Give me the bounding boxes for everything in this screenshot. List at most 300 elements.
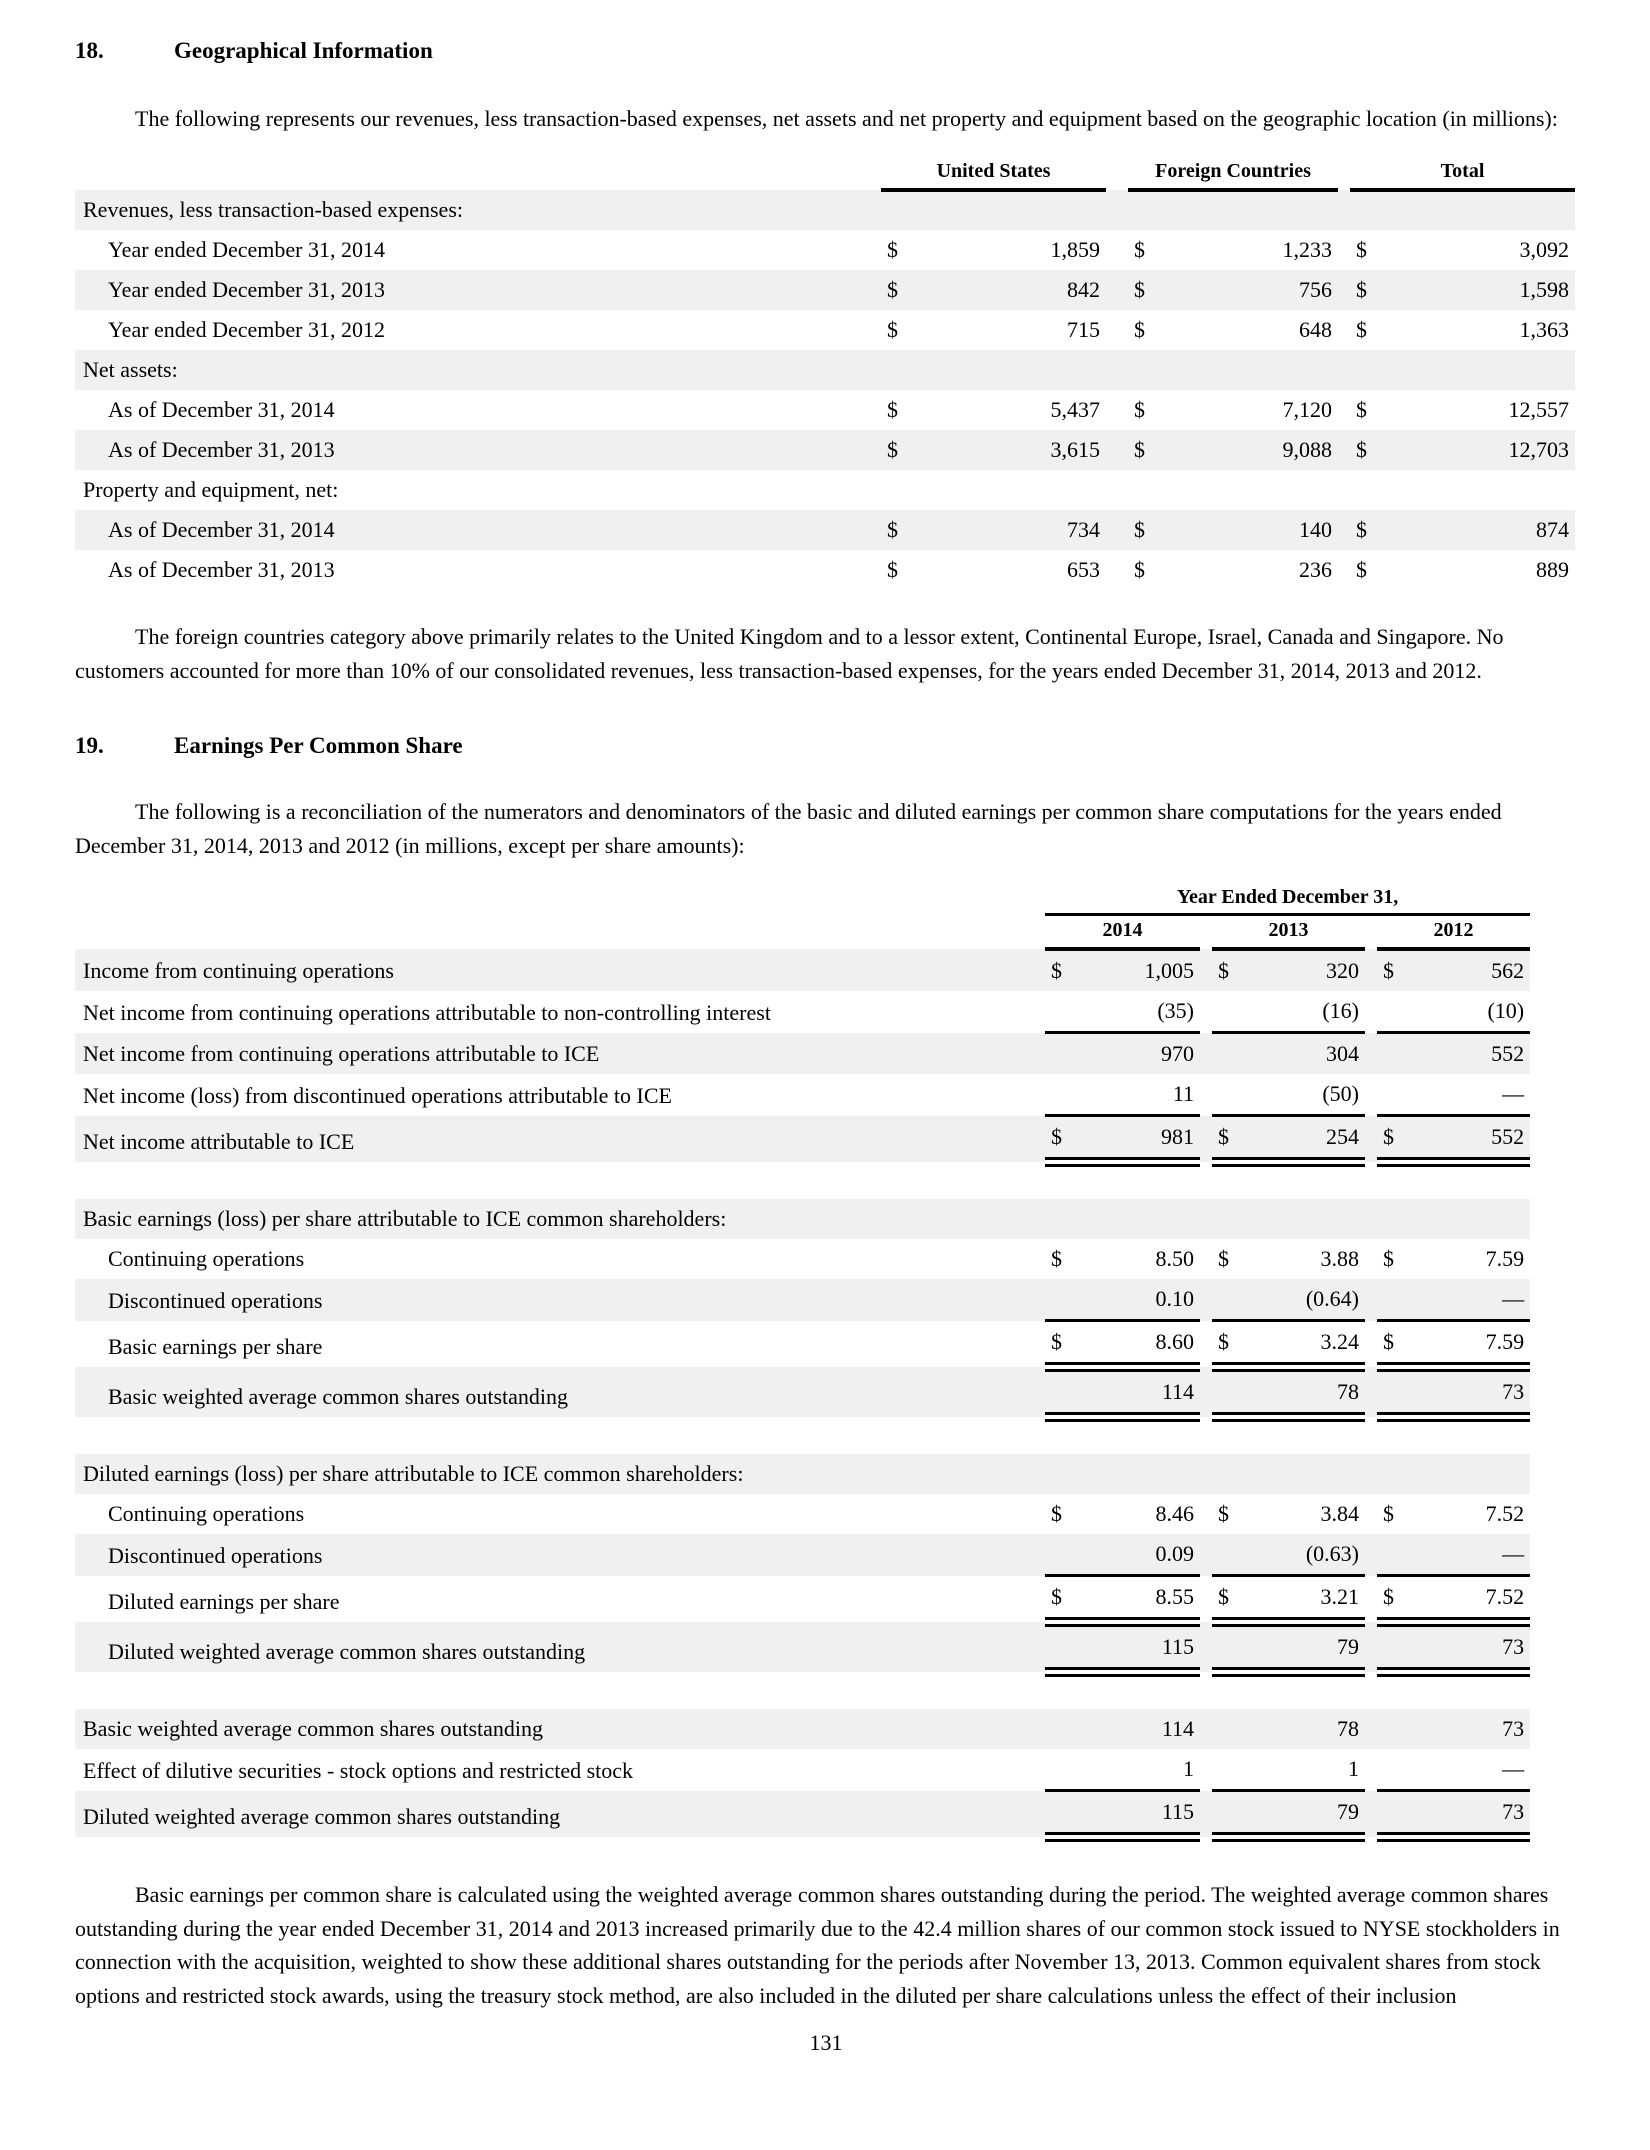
value-cell: (0.63) [1250,1534,1365,1576]
value-cell: 3.21 [1250,1576,1365,1623]
value-cell: 1,233 [1282,237,1333,263]
dollar-sign: $ [1356,317,1368,343]
value-cell: (35) [1083,991,1200,1033]
value-cell: 7,120 [1282,397,1333,423]
dollar-sign [1212,1199,1250,1239]
dollar-sign: $ [1383,1246,1394,1272]
dollar-sign: $ [887,317,898,343]
column-gap [1365,1116,1377,1163]
column-gap [1365,1576,1377,1623]
dollar-sign [1212,991,1250,1033]
column-gap [1365,949,1377,991]
column-gap [1338,230,1350,270]
value-cell: 114 [1083,1367,1200,1417]
value-cell: — [1415,1534,1530,1576]
row-label: Diluted weighted average common shares outstanding [108,1639,586,1665]
dollar-sign: $ [1383,1501,1394,1527]
row-label: Diluted earnings per share [108,1589,340,1615]
column-gap [1200,1116,1212,1163]
value-cell: 7.52 [1485,1501,1525,1527]
row-label: Revenues, less transaction-based expenses: [83,197,463,223]
table-spacer [75,1417,1530,1454]
row-label: Net income from continuing operations attributable to non-controlling interest [83,999,771,1025]
value-cell: 114 [1161,1716,1194,1742]
column-gap [1106,190,1128,230]
value-cell: 12,557 [1508,397,1570,423]
section-18-title: Geographical Information [174,38,433,63]
value-cell: 320 [1326,958,1359,984]
value-cell [1083,1454,1200,1494]
value-cell: 8.55 [1083,1576,1200,1623]
table-row [75,1279,1530,1321]
dollar-sign [881,350,921,390]
table-category-row [75,470,1575,510]
table-row [75,510,1575,550]
value-cell [1415,1454,1530,1494]
column-header-foreign-countries: Foreign Countries [1128,157,1338,190]
value-cell: 12,703 [1508,437,1570,463]
value-cell: 78 [1337,1716,1359,1742]
value-cell [921,470,1106,510]
column-gap [1200,991,1212,1033]
table-spacer [75,1162,1530,1199]
value-cell: 8.46 [1155,1501,1194,1527]
column-gap [1200,1791,1212,1838]
column-gap [1365,1791,1377,1838]
dollar-sign [1128,190,1168,230]
dollar-sign: $ [1377,1321,1415,1368]
value-cell: (16) [1250,991,1365,1033]
column-gap [1200,1279,1212,1321]
table-row [75,1622,1530,1672]
dollar-sign: $ [1045,1576,1083,1623]
row-label: Net income attributable to ICE [83,1129,355,1155]
dollar-sign [1045,1279,1083,1321]
dollar-sign [1128,470,1168,510]
closing-paragraph: Basic earnings per common share is calculated using the weighted average common shares outstanding during the period. The weighted average common shares outstanding during the year ended December 31, 2014 and 2013 increased primarily due to the 42.4 million shares of our common stock issued to NYSE stockholders in connection with the acquisition, weighted to show these additional shares outstanding for the periods after November 13, 2013. Common equivalent shares from stock options and restricted stock awards, using the treasury stock method, are also included in the diluted per share calculations unless the effect of their inclusion [75,1882,1560,2008]
dollar-sign [1350,350,1390,390]
section-19-number: 19. [75,733,104,759]
dollar-sign: $ [1218,1501,1229,1527]
column-gap [1365,1749,1377,1791]
row-label: Discontinued operations [108,1542,323,1568]
value-cell [1168,470,1338,510]
table-span-header-row [75,884,1530,915]
table-row [75,550,1575,590]
dollar-sign [1212,1709,1250,1749]
value-cell: 552 [1415,1116,1530,1163]
column-gap [1365,1454,1377,1494]
geographical-information-table [75,157,1575,590]
column-header-total: Total [1350,157,1575,190]
dollar-sign: $ [887,437,898,463]
dollar-sign: $ [1134,437,1146,463]
value-cell: 562 [1491,958,1525,984]
table-row [75,1576,1530,1623]
row-label: As of December 31, 2014 [108,517,335,543]
value-cell: 79 [1250,1622,1365,1672]
table-header-row [75,157,1575,190]
column-gap [1200,1239,1212,1279]
column-gap [1365,1494,1377,1534]
value-cell: 304 [1326,1041,1359,1067]
value-cell: 1,859 [1050,237,1101,263]
dollar-sign [1045,1749,1083,1791]
column-gap [1106,550,1128,590]
value-cell: 889 [1536,557,1570,583]
column-gap [1106,470,1128,510]
value-cell: 254 [1250,1116,1365,1163]
row-label: Net assets: [83,357,178,383]
table-row [75,1709,1530,1749]
value-cell: (0.64) [1250,1279,1365,1321]
row-label: Continuing operations [108,1246,305,1272]
dollar-sign: $ [887,397,898,423]
column-gap [1338,550,1350,590]
dollar-sign [1377,1791,1415,1838]
dollar-sign [1212,1074,1250,1116]
column-gap [1365,1709,1377,1749]
table-row [75,1321,1530,1368]
value-cell [1415,1199,1530,1239]
table-row [75,1116,1530,1163]
column-gap [1365,991,1377,1033]
value-cell [1168,350,1338,390]
value-cell: 1,363 [1519,317,1570,343]
dollar-sign [1350,190,1390,230]
dollar-sign [1350,470,1390,510]
span-header-year-ended: Year Ended December 31, [1045,884,1530,915]
column-gap [1338,157,1350,190]
table-row [75,1534,1530,1576]
value-cell: 648 [1299,317,1333,343]
column-gap [1106,430,1128,470]
value-cell: 715 [1067,317,1101,343]
row-label: Basic earnings (loss) per share attributable to ICE common shareholders: [83,1206,727,1232]
column-gap [1338,310,1350,350]
row-label: Year ended December 31, 2012 [108,317,385,343]
dollar-sign [1377,1367,1415,1417]
dollar-sign: $ [1212,1576,1250,1623]
earnings-per-share-table [75,884,1530,1842]
table-spacer-row [75,1672,1530,1709]
value-cell: 1 [1250,1749,1365,1791]
dollar-sign: $ [1356,517,1368,543]
table-spacer-row [75,1417,1530,1454]
value-cell: 3.88 [1320,1246,1359,1272]
dollar-sign [1045,1367,1083,1417]
dollar-sign: $ [1356,397,1368,423]
dollar-sign [1045,991,1083,1033]
dollar-sign [1212,1279,1250,1321]
value-cell: 73 [1415,1367,1530,1417]
table-category-row [75,350,1575,390]
dollar-sign [881,470,921,510]
dollar-sign: $ [1212,1321,1250,1368]
value-cell [1168,190,1338,230]
value-cell: 73 [1502,1716,1525,1742]
column-gap [1365,915,1377,950]
dollar-sign [1377,1033,1415,1075]
row-label: Net income from continuing operations attributable to ICE [83,1041,600,1067]
section-18-footnote: The foreign countries category above primarily relates to the United Kingdom and to a lessor extent, Continental Europe, Israel, Canada and Singapore. No customers accounted for more than 10% of our consolidated revenues, less transaction-based expenses, for the years ended December 31, 2014, 2013 and 2012. [75,624,1504,683]
row-label: Basic weighted average common shares outstanding [108,1384,569,1410]
column-gap [1200,1494,1212,1534]
dollar-sign [1377,1622,1415,1672]
dollar-sign [881,190,921,230]
dollar-sign [1045,1534,1083,1576]
row-label: Discontinued operations [108,1287,323,1313]
dollar-sign: $ [887,517,898,543]
column-gap [1200,1622,1212,1672]
row-label: Basic earnings per share [108,1334,323,1360]
section-18-intro: The following represents our revenues, less transaction-based expenses, net assets and net property and equipment based on the geographic location (in millions): [135,106,1558,131]
value-cell: 79 [1250,1791,1365,1838]
table-row [75,310,1575,350]
dollar-sign: $ [1356,557,1368,583]
section-18-heading [75,38,1577,64]
row-label: Net income (loss) from discontinued operations attributable to ICE [83,1082,672,1108]
page-number: 131 [809,2029,843,2055]
table-row [75,949,1530,991]
value-cell: 874 [1536,517,1570,543]
value-cell: 653 [1067,557,1101,583]
table-row [75,991,1530,1033]
dollar-sign: $ [1212,1116,1250,1163]
column-gap [1106,157,1128,190]
dollar-sign: $ [1051,1246,1062,1272]
table-row [75,1033,1530,1075]
dollar-sign: $ [1134,317,1146,343]
value-cell: 7.59 [1415,1321,1530,1368]
dollar-sign [1377,1534,1415,1576]
dollar-sign: $ [1377,1116,1415,1163]
value-cell [1390,470,1575,510]
column-gap [1365,1239,1377,1279]
column-gap [1200,1367,1212,1417]
value-cell: 115 [1083,1622,1200,1672]
dollar-sign [1045,1791,1083,1838]
dollar-sign [1377,1074,1415,1116]
value-cell: 842 [1067,277,1101,303]
dollar-sign [1212,1033,1250,1075]
value-cell: 756 [1299,277,1333,303]
table-row [75,1367,1530,1417]
column-gap [1365,1033,1377,1075]
table-row [75,390,1575,430]
value-cell: 9,088 [1282,437,1333,463]
row-label: Property and equipment, net: [83,477,339,503]
header-spacer [75,915,1045,950]
value-cell: 1,598 [1519,277,1570,303]
table-year-header-row [75,915,1530,950]
dollar-sign: $ [1134,557,1146,583]
value-cell: 3,615 [1050,437,1101,463]
value-cell: 552 [1491,1041,1525,1067]
value-cell [921,350,1106,390]
column-gap [1200,915,1212,950]
row-label: Continuing operations [108,1501,305,1527]
column-gap [1106,270,1128,310]
column-gap [1338,510,1350,550]
value-cell [921,190,1106,230]
column-gap [1338,430,1350,470]
column-gap [1365,1279,1377,1321]
column-header-2013: 2013 [1212,915,1365,950]
column-gap [1365,1367,1377,1417]
row-label: Income from continuing operations [83,958,394,984]
column-gap [1200,1576,1212,1623]
value-cell: 73 [1415,1622,1530,1672]
value-cell: — [1415,1279,1530,1321]
column-header-united-states: United States [881,157,1106,190]
column-gap [1106,230,1128,270]
section-19-title: Earnings Per Common Share [174,733,463,759]
dollar-sign: $ [1045,1321,1083,1368]
dollar-sign: $ [1356,437,1368,463]
dollar-sign: $ [1134,517,1146,543]
row-label: Basic weighted average common shares outstanding [83,1716,544,1742]
value-cell: (50) [1250,1074,1365,1116]
section-18-number: 18. [75,38,104,63]
column-gap [1365,1199,1377,1239]
column-gap [1106,510,1128,550]
column-gap [1200,1321,1212,1368]
table-row [75,1239,1530,1279]
dollar-sign [1128,350,1168,390]
value-cell: 3.24 [1250,1321,1365,1368]
column-gap [1338,350,1350,390]
header-spacer [75,157,881,190]
value-cell: (10) [1415,991,1530,1033]
dollar-sign: $ [1218,958,1229,984]
column-gap [1365,1622,1377,1672]
value-cell: 3.84 [1320,1501,1359,1527]
column-gap [1106,310,1128,350]
value-cell: 140 [1299,517,1333,543]
row-label: Diluted earnings (loss) per share attributable to ICE common shareholders: [83,1461,744,1487]
table-spacer [75,1672,1530,1709]
value-cell: — [1415,1749,1530,1791]
row-label: Year ended December 31, 2013 [108,277,385,303]
dollar-sign [1377,1199,1415,1239]
dollar-sign [1212,1534,1250,1576]
column-gap [1200,1709,1212,1749]
dollar-sign: $ [1383,958,1394,984]
value-cell: 7.52 [1415,1576,1530,1623]
row-label: As of December 31, 2013 [108,557,335,583]
row-label: Effect of dilutive securities - stock options and restricted stock [83,1757,634,1783]
value-cell: 236 [1299,557,1333,583]
dollar-sign [1045,1622,1083,1672]
value-cell [1390,350,1575,390]
column-gap [1365,1534,1377,1576]
value-cell: 3,092 [1519,237,1570,263]
dollar-sign: $ [1377,1576,1415,1623]
table-category-row [75,1454,1530,1494]
dollar-sign [1377,1709,1415,1749]
value-cell: 5,437 [1050,397,1101,423]
value-cell: 8.60 [1083,1321,1200,1368]
dollar-sign: $ [887,557,898,583]
value-cell: 970 [1161,1041,1194,1067]
row-label: Year ended December 31, 2014 [108,237,385,263]
table-category-row [75,190,1575,230]
dollar-sign [1377,991,1415,1033]
dollar-sign: $ [1134,397,1146,423]
dollar-sign: $ [1051,958,1062,984]
dollar-sign: $ [1051,1501,1062,1527]
header-spacer [75,884,1045,915]
dollar-sign [1212,1622,1250,1672]
column-gap [1200,1454,1212,1494]
dollar-sign [1045,1199,1083,1239]
dollar-sign [1377,1454,1415,1494]
row-label: As of December 31, 2013 [108,437,335,463]
value-cell: 8.50 [1155,1246,1194,1272]
value-cell [1250,1454,1365,1494]
row-label: Diluted weighted average common shares outstanding [83,1804,561,1830]
column-gap [1365,1321,1377,1368]
column-header-2014: 2014 [1045,915,1200,950]
column-gap [1200,1534,1212,1576]
value-cell [1250,1199,1365,1239]
column-gap [1200,1749,1212,1791]
column-gap [1338,270,1350,310]
column-gap [1200,1033,1212,1075]
table-row [75,430,1575,470]
value-cell: 0.09 [1083,1534,1200,1576]
dollar-sign [1045,1709,1083,1749]
dollar-sign: $ [887,237,898,263]
dollar-sign: $ [1356,277,1368,303]
value-cell: 1 [1083,1749,1200,1791]
section-19-heading [75,733,1577,759]
value-cell: 734 [1067,517,1101,543]
value-cell: 73 [1415,1791,1530,1838]
table-row [75,270,1575,310]
dollar-sign: $ [1218,1246,1229,1272]
column-gap [1338,470,1350,510]
column-gap [1338,190,1350,230]
dollar-sign [1377,1279,1415,1321]
dollar-sign [1212,1367,1250,1417]
dollar-sign: $ [1045,1116,1083,1163]
value-cell: 7.59 [1485,1246,1525,1272]
column-header-2012: 2012 [1377,915,1530,950]
dollar-sign [1212,1749,1250,1791]
dollar-sign: $ [1134,277,1146,303]
dollar-sign [1212,1454,1250,1494]
dollar-sign: $ [887,277,898,303]
table-category-row [75,1199,1530,1239]
dollar-sign [1045,1074,1083,1116]
table-spacer-row [75,1162,1530,1199]
dollar-sign [1045,1033,1083,1075]
value-cell: 1,005 [1144,958,1194,984]
table-row [75,1749,1530,1791]
dollar-sign [1212,1791,1250,1838]
table-row [75,230,1575,270]
column-gap [1338,390,1350,430]
column-gap [1365,1074,1377,1116]
row-label: As of December 31, 2014 [108,397,335,423]
value-cell: 78 [1250,1367,1365,1417]
value-cell: — [1415,1074,1530,1116]
table-row [75,1074,1530,1116]
column-gap [1200,1199,1212,1239]
column-gap [1200,1074,1212,1116]
